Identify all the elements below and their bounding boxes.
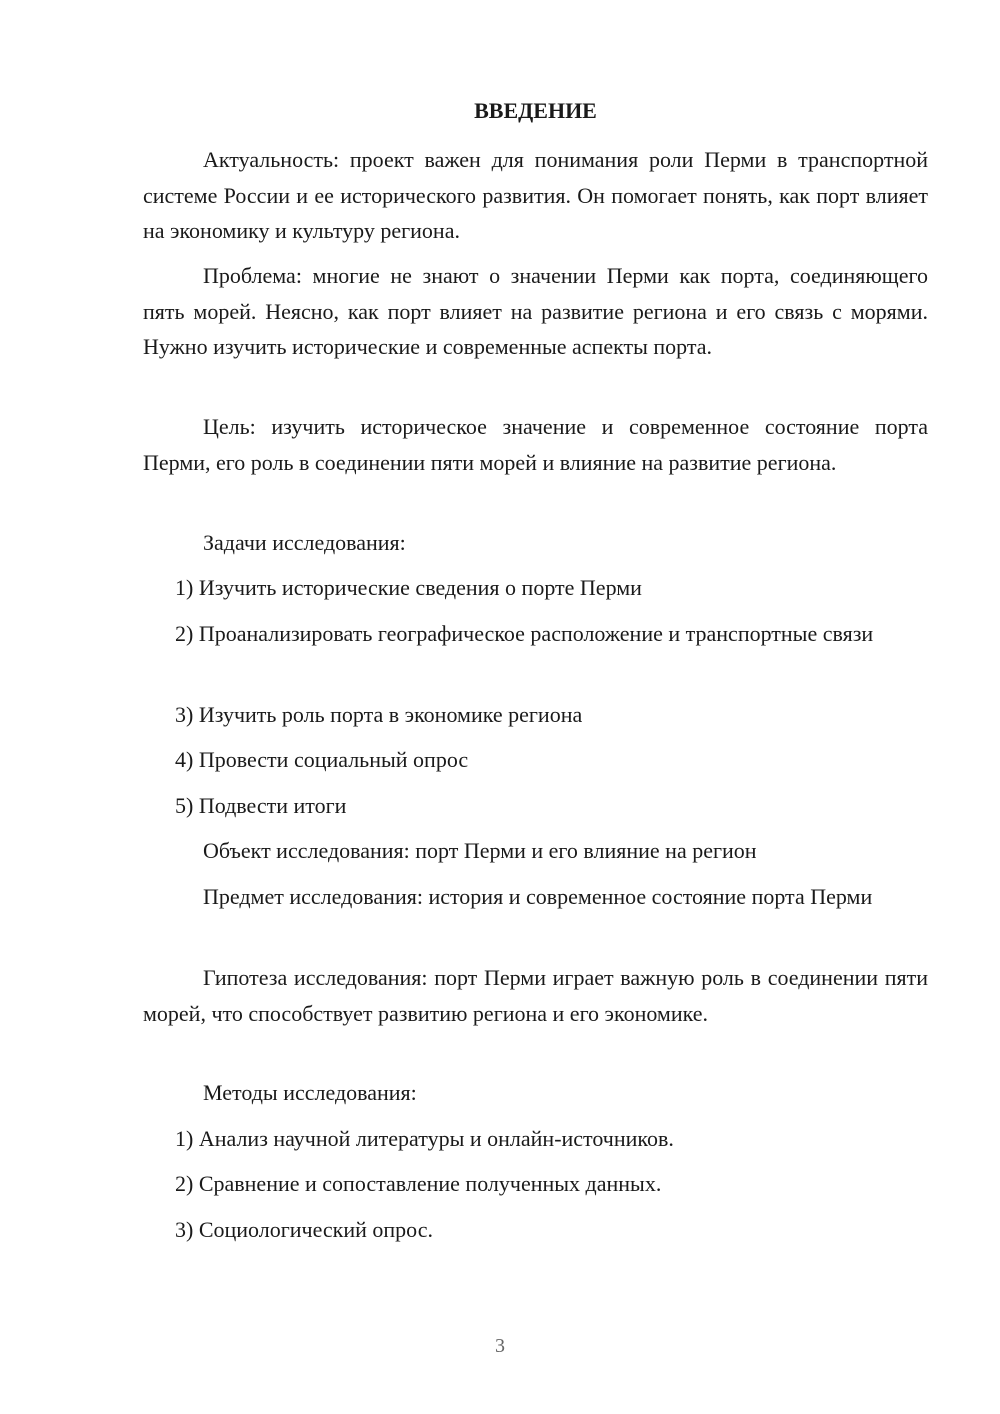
- paragraph-object: Объект исследования: порт Перми и его влияние на регион: [203, 838, 757, 863]
- section-heading: ВВЕДЕНИЕ: [474, 98, 597, 123]
- paragraph-subject: Предмет исследования: история и современное состояние порта Перми: [203, 884, 873, 909]
- list-item-task-2: 2) Проанализировать географическое расположение и транспортные связи: [175, 621, 874, 646]
- paragraph-hypothesis: Гипотеза исследования: порт Перми играет важную роль в соединении пяти морей, что способствует развитию региона и его экономике.: [143, 965, 928, 1026]
- paragraph-problem: Проблема: многие не знают о значении Перми как порта, соединяющего пять морей. Неясно, как порт влияет на развитие региона и его связь с морями. Нужно изучить исторические и современные аспекты порта.: [143, 263, 928, 359]
- paragraph-relevance: Актуальность: проект важен для понимания роли Перми в транспортной системе России и ее исторического развития. Он помогает понять, как порт влияет на экономику и культуру региона.: [143, 147, 928, 243]
- list-item-task-3: 3) Изучить роль порта в экономике региона: [175, 702, 583, 727]
- list-item-task-4: 4) Провести социальный опрос: [175, 747, 469, 772]
- paragraph-goal: Цель: изучить историческое значение и современное состояние порта Перми, его роль в соединении пяти морей и влияние на развитие региона.: [143, 414, 928, 475]
- list-item-method-2: 2) Сравнение и сопоставление полученных данных.: [175, 1171, 662, 1196]
- list-item-task-1: 1) Изучить исторические сведения о порте Перми: [175, 575, 642, 600]
- paragraph-tasks-heading: Задачи исследования:: [203, 530, 406, 555]
- list-item-method-1: 1) Анализ научной литературы и онлайн-источников.: [175, 1126, 674, 1151]
- list-item-method-3: 3) Социологический опрос.: [175, 1217, 433, 1242]
- paragraph-methods-heading: Методы исследования:: [203, 1080, 417, 1105]
- list-item-task-5: 5) Подвести итоги: [175, 793, 347, 818]
- page-number: 3: [495, 1335, 505, 1357]
